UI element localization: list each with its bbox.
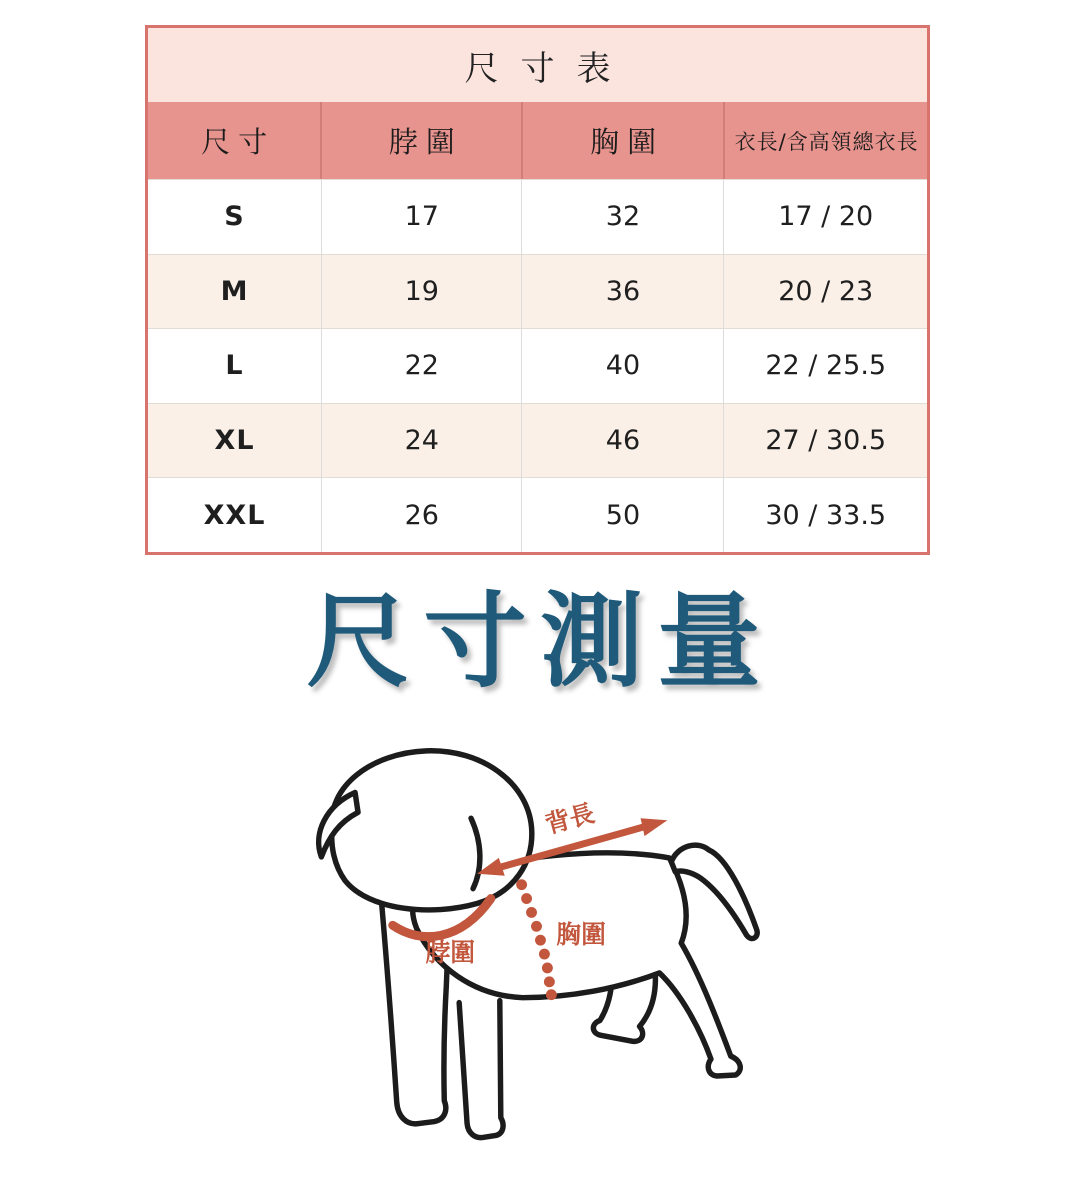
header-chest: 胸圍 [521, 102, 723, 179]
size-table [145, 25, 930, 555]
row-neck: 19 [321, 255, 521, 329]
header-length: 衣長/含高領總衣長 [723, 102, 927, 179]
row-length: 22 / 25.5 [723, 329, 927, 403]
row-chest: 50 [521, 478, 723, 552]
table-header-row [148, 102, 927, 179]
row-chest: 32 [521, 180, 723, 254]
header-size: 尺寸 [201, 125, 276, 159]
row-length: 20 / 23 [723, 255, 927, 329]
table-row [148, 477, 927, 552]
row-neck: 17 [321, 180, 521, 254]
table-row [148, 254, 927, 329]
dog-illustration [272, 733, 797, 1189]
row-size: L [225, 350, 244, 382]
dog-head [332, 751, 532, 910]
neck-label: 脖圍 [425, 938, 476, 967]
row-length: 27 / 30.5 [723, 404, 927, 478]
row-neck: 22 [321, 329, 521, 403]
row-length: 30 / 33.5 [723, 478, 927, 552]
row-length: 17 / 20 [723, 180, 927, 254]
row-chest: 36 [521, 255, 723, 329]
table-row [148, 179, 927, 254]
row-size: S [224, 201, 245, 233]
arrowhead-right-icon [641, 818, 668, 836]
table-title: 尺寸表 [148, 28, 927, 102]
row-size: XXL [203, 499, 266, 531]
row-neck: 26 [321, 478, 521, 552]
section-title: 尺寸測量 [306, 582, 775, 702]
row-size: XL [214, 425, 255, 457]
back-length-label: 背長 [542, 798, 598, 840]
table-row [148, 328, 927, 403]
row-chest: 46 [521, 404, 723, 478]
row-chest: 40 [521, 329, 723, 403]
dog-measurement-diagram [272, 733, 797, 1189]
chest-label: 胸圍 [556, 920, 606, 950]
row-size: M [220, 275, 249, 307]
table-row [148, 403, 927, 478]
header-neck: 脖圍 [320, 102, 521, 179]
row-neck: 24 [321, 404, 521, 478]
